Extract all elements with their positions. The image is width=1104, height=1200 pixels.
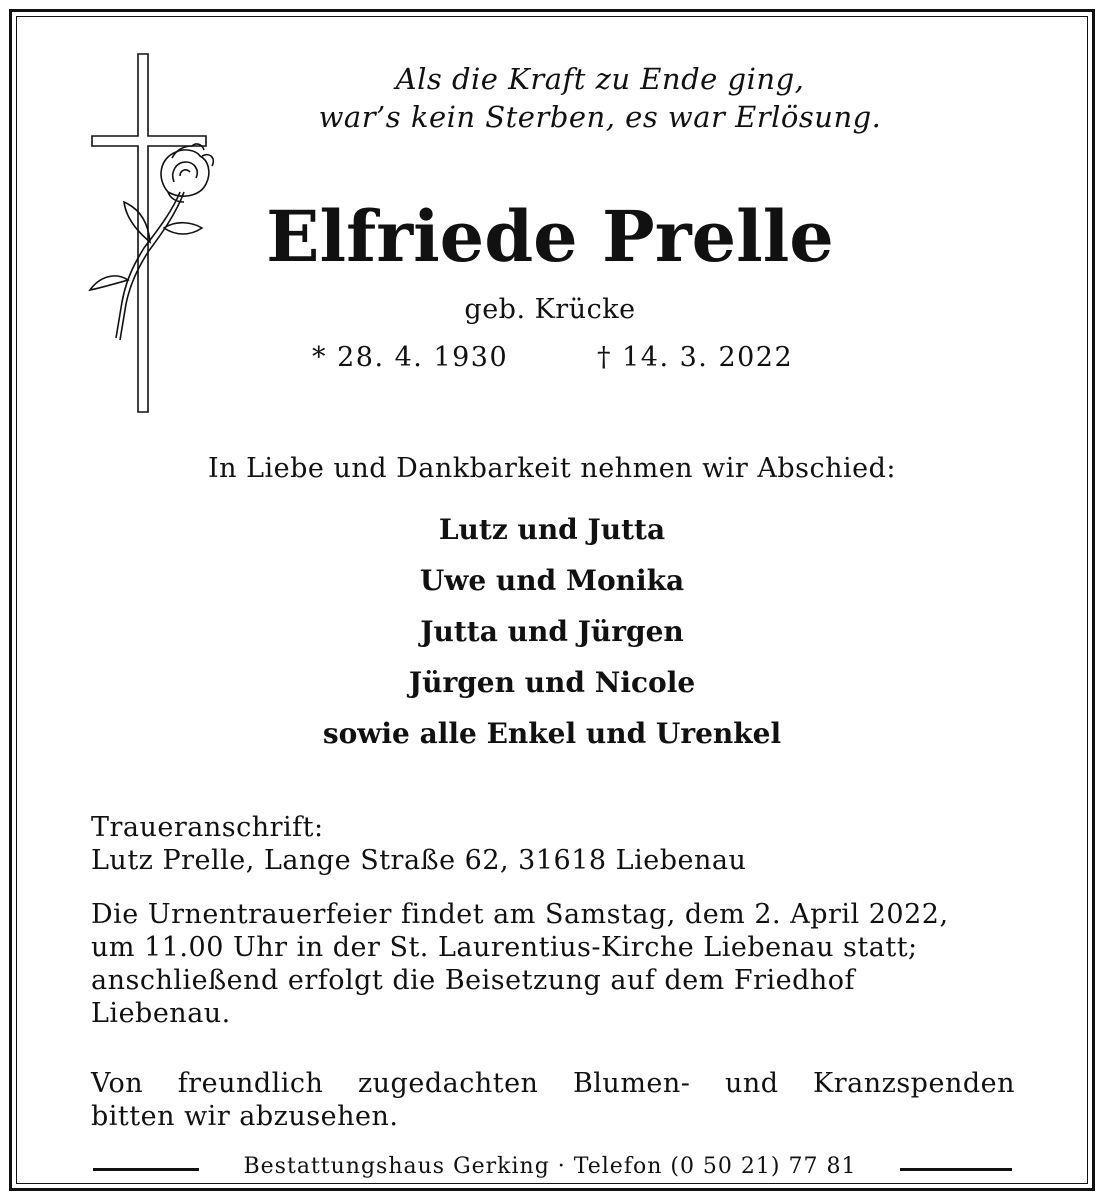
- birth-name: geb. Krücke: [464, 294, 636, 325]
- flowers-line: bitten wir abzusehen.: [91, 1101, 399, 1132]
- mourner-line: Uwe und Monika: [419, 564, 685, 597]
- deceased-name: Elfriede Prelle: [266, 195, 834, 278]
- ceremony-info: [91, 898, 1015, 1030]
- flowers-note: [91, 1067, 1015, 1133]
- funeral-home-footer: Bestattungshaus Gerking · Telefon (0 50 21) 77 81: [200, 1152, 900, 1182]
- mourning-address: [91, 811, 1015, 877]
- ceremony-line: anschließend erfolgt die Beisetzung auf dem Friedhof: [91, 965, 856, 996]
- mourners-list: [52, 504, 1052, 759]
- mourner-line: Jürgen und Nicole: [408, 666, 696, 699]
- footer-rule-left: [93, 1168, 199, 1171]
- death-date: † 14. 3. 2022: [597, 342, 794, 373]
- motto: [200, 60, 1000, 136]
- address-label: Traueranschrift:: [91, 812, 324, 843]
- ceremony-line: Liebenau.: [91, 998, 231, 1029]
- flowers-line: Von freundlich zugedachten Blumen- und Kranzspenden: [91, 1068, 1015, 1099]
- address-line: Lutz Prelle, Lange Straße 62, 31618 Liebenau: [91, 845, 747, 876]
- birth-date: * 28. 4. 1930: [312, 342, 509, 373]
- farewell-text: In Liebe und Dankbarkeit nehmen wir Abschied:: [207, 453, 897, 484]
- motto-line: Als die Kraft zu Ende ging,: [395, 62, 805, 96]
- mourner-line: sowie alle Enkel und Urenkel: [322, 717, 782, 750]
- ceremony-line: um 11.00 Uhr in der St. Laurentius-Kirche Liebenau statt;: [91, 932, 918, 963]
- motto-line: war’s kein Sterben, es war Erlösung.: [318, 100, 882, 134]
- mourner-line: Lutz und Jutta: [438, 513, 666, 546]
- ceremony-line: Die Urnentrauerfeier findet am Samstag, dem 2. April 2022,: [91, 899, 949, 930]
- footer-rule-right: [898, 1168, 1012, 1171]
- mourner-line: Jutta und Jürgen: [420, 615, 684, 648]
